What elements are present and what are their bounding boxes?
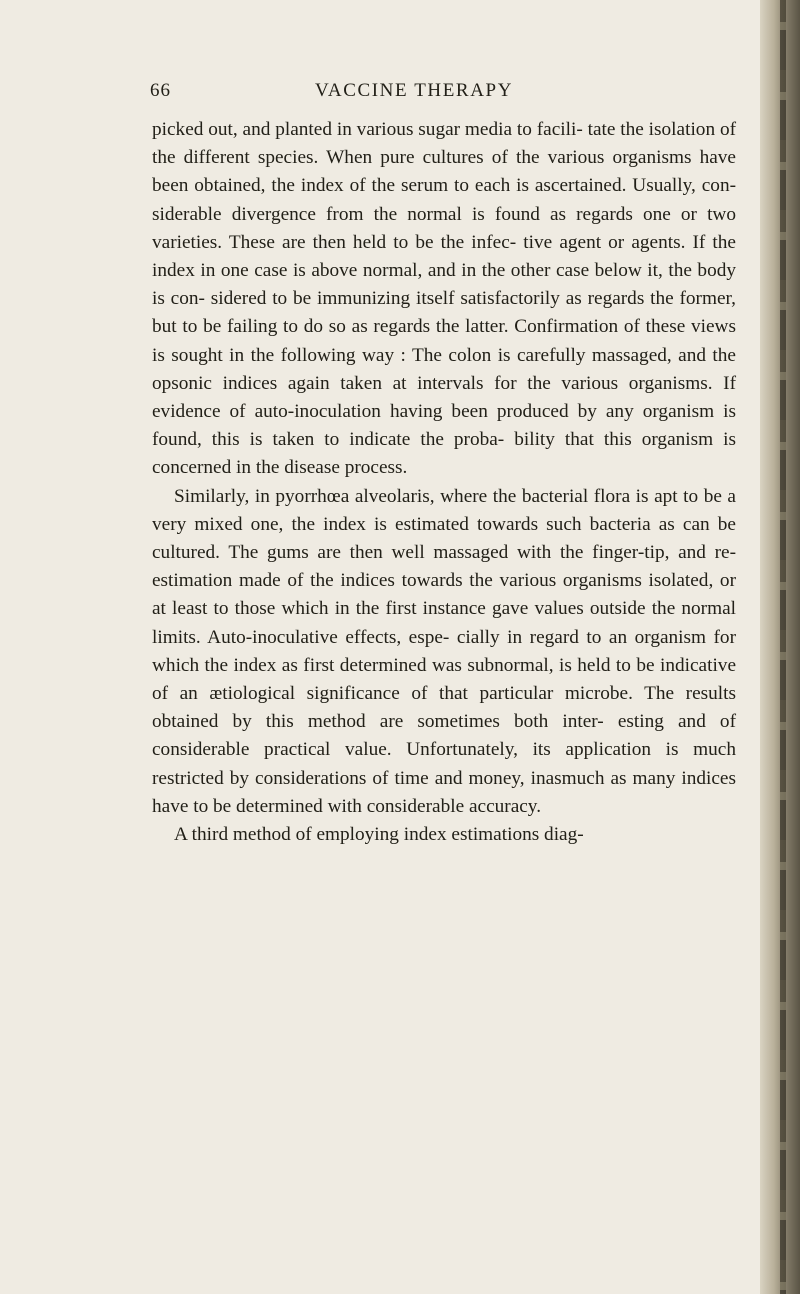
binding-strip (780, 0, 786, 1294)
running-head: VACCINE THERAPY (315, 80, 514, 101)
paragraph-2: Similarly, in pyorrhœa alveolaris, where the bacterial flora is apt to be a very mixed one, the index is estimated towards such bacteria as can be cultured. The gums are then well massaged with the finger-tip, and re-estimation made of the indices towards the various organisms isolated, or at least to those which in the first instance gave values outside the normal limits. Auto-inoculative effects, espe- cially in regard to an organism for which the index as first determined was subnormal, is held to be indicative of an ætiological significance of that particular microbe. The results obtained by this method are sometimes both inter- esting and of considerable practical value. Unfortunately, its application is much restricted by considerations of time and money, inasmuch as many indices have to be determined with considerable accuracy. (152, 485, 736, 817)
body-text (152, 116, 736, 849)
page-number: 66 (150, 80, 171, 101)
paragraph-1: picked out, and planted in various sugar media to facili- tate the isolation of the different species. When pure cultures of the various organisms have been obtained, the index of the serum to each is ascertained. Usually, con- siderable divergence from the normal is found as regards one or two varieties. These are then held to be the infec- tive agent or agents. If the index in one case is above normal, and in the other case below it, the body is con- sidered to be immunizing itself satisfactorily as regards the former, but to be failing to do so as regards the latter. Confirmation of these views is sought in the following way : The colon is carefully massaged, and the opsonic indices again taken at intervals for the various organisms. If evidence of auto-inoculation having been produced by any organism is found, this is taken to indicate the proba- bility that this organism is concerned in the disease process. (152, 119, 736, 479)
book-binding-edge (760, 0, 800, 1294)
paragraph-3: A third method of employing index estimations diag- (174, 824, 584, 846)
page-header (150, 80, 760, 112)
